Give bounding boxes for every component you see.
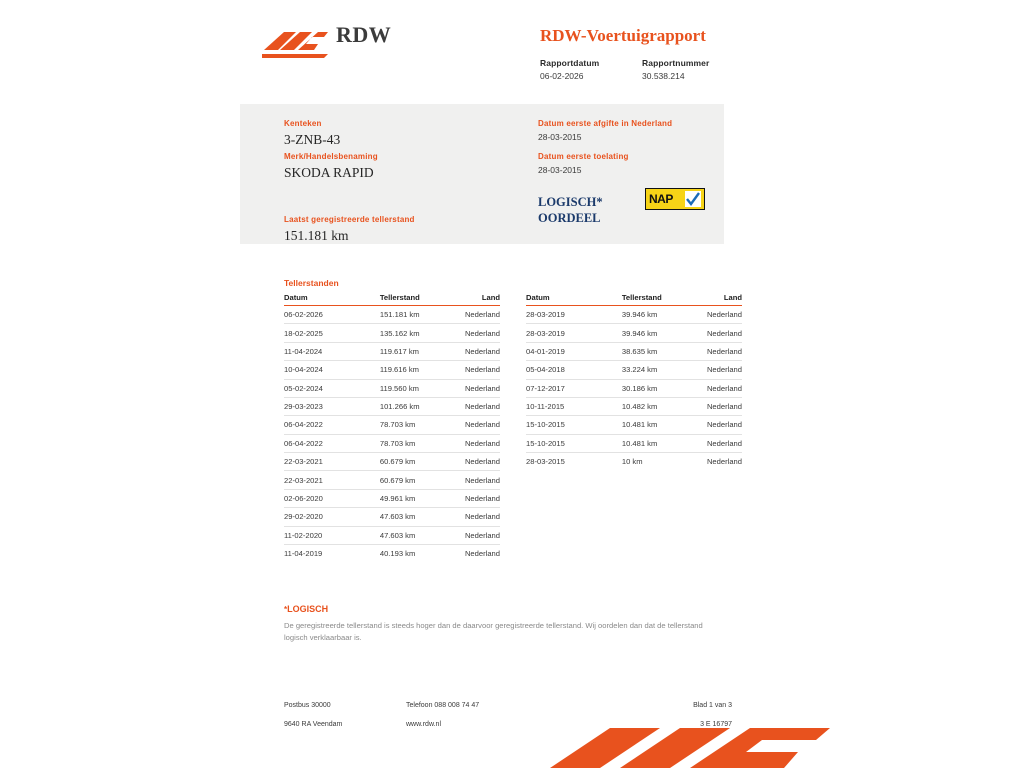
cell-tellerstand: 38.635 km [580,342,694,360]
eerste-afgifte-value: 28-03-2015 [538,132,582,142]
footer-website[interactable]: www.rdw.nl [406,721,442,728]
cell-datum: 28-03-2019 [526,324,580,342]
footer-code: 3 E 16797 [700,721,732,728]
cell-tellerstand: 10.481 km [580,416,694,434]
cell-tellerstand: 119.616 km [338,361,452,379]
cell-datum: 28-03-2019 [526,306,580,324]
laatste-tellerstand-value: 151.181 km [284,228,349,243]
footnote-body: De geregistreerde tellerstand is steeds hoger dan de daarvoor geregistreerde tellerstand. Wij oordelen dan dat de tellerstand logisch verklaarbaar is. [284,621,703,642]
meta-rapportnummer-label: Rapportnummer [642,58,710,68]
table-row [284,306,500,324]
table-row [284,416,500,434]
cell-tellerstand: 119.617 km [338,342,452,360]
cell-land: Nederland [451,306,500,324]
table-header-row [284,293,500,306]
eerste-afgifte-label: Datum eerste afgifte in Nederland [538,119,673,128]
table-row [284,453,500,471]
cell-land: Nederland [451,342,500,360]
cell-land: Nederland [693,434,742,452]
cell-tellerstand: 78.703 km [338,416,452,434]
cell-land: Nederland [706,457,742,467]
cell-tellerstand: 60.679 km [338,471,452,489]
rdw-arrow-logo-icon [262,28,334,58]
table-row [526,453,742,471]
cell-datum: 18-02-2025 [284,324,338,342]
cell-tellerstand: 60.679 km [338,453,452,471]
cell-datum: 11-04-2019 [284,549,323,559]
cell-tellerstand: 39.946 km [580,324,694,342]
table-row [526,434,742,452]
footnote-star: * [284,605,288,614]
rdw-logo-text: RDW [336,22,392,47]
cell-land: Nederland [451,489,500,507]
cell-tellerstand: 47.603 km [338,526,452,544]
cell-datum: 05-04-2018 [526,361,580,379]
nap-checkmark-icon [685,191,701,207]
table-row [526,361,742,379]
table-row [284,379,500,397]
table-row [526,324,742,342]
footnote-title [284,604,714,614]
table-row [284,508,500,526]
table-row [284,471,500,489]
cell-datum: 15-10-2015 [526,434,580,452]
cell-tellerstand: 49.961 km [338,489,452,507]
cell-tellerstand: 10.482 km [580,397,694,415]
rdw-bottom-graphic-icon [540,726,840,768]
table-row [284,544,500,562]
merk-value: SKODA RAPID [284,165,374,180]
cell-tellerstand: 119.560 km [338,379,452,397]
report-title: RDW-Voertuigrapport [540,26,706,45]
table-row [284,342,500,360]
table-row [526,397,742,415]
merk-label: Merk/Handelsbenaming [284,152,378,161]
col-land: Land [451,293,500,306]
cell-land: Nederland [451,379,500,397]
cell-tellerstand: 135.162 km [338,324,452,342]
footnote-section [284,604,714,644]
nap-badge-label: NAP [649,192,673,206]
odometer-column-left [284,293,500,562]
verdict-line-2: OORDEEL [538,211,601,225]
verdict-line-1: LOGISCH* [538,195,603,209]
odometer-right-body [526,306,742,471]
cell-land: Nederland [451,453,500,471]
vehicle-summary-panel [240,104,724,244]
eerste-toelating-label: Datum eerste toelating [538,152,629,161]
table-row [526,306,742,324]
report-meta [540,58,726,81]
nap-badge [645,188,705,210]
cell-land: Nederland [451,508,500,526]
cell-land: Nederland [451,416,500,434]
eerste-afgifte-field [538,119,672,142]
meta-rapportdatum-label: Rapportdatum [540,58,600,68]
table-row [284,324,500,342]
cell-datum: 06-04-2022 [284,434,338,452]
cell-land: Nederland [451,324,500,342]
footer-page-number: Blad 1 van 3 [693,702,732,709]
cell-tellerstand: 10 km [621,457,643,467]
cell-datum: 06-04-2022 [284,416,338,434]
meta-rapportnummer-value: 30.538.214 [642,71,685,81]
cell-datum: 02-06-2020 [284,489,338,507]
cell-datum: 11-02-2020 [284,526,338,544]
table-row [526,342,742,360]
footer-phone: Telefoon 088 008 74 47 [406,702,480,709]
cell-datum: 07-12-2017 [526,379,580,397]
odometer-left-body [284,306,500,563]
cell-land: Nederland [464,549,500,559]
cell-land: Nederland [451,361,500,379]
table-row [284,434,500,452]
rdw-logo [262,22,392,62]
odometer-heading: Tellerstanden [284,278,339,288]
kenteken-label: Kenteken [284,119,322,128]
odometer-section [284,278,742,562]
table-row [526,379,742,397]
cell-tellerstand: 101.266 km [338,397,452,415]
cell-land: Nederland [693,306,742,324]
laatste-tellerstand-label: Laatst geregistreerde tellerstand [284,215,415,224]
cell-land: Nederland [451,471,500,489]
eerste-toelating-value: 28-03-2015 [538,165,582,175]
cell-tellerstand: 10.481 km [580,434,694,452]
odometer-table-right [526,293,742,470]
cell-land: Nederland [451,397,500,415]
cell-land: Nederland [693,361,742,379]
verdict-text [538,194,603,226]
table-row [284,397,500,415]
cell-tellerstand: 47.603 km [338,508,452,526]
odometer-table-left [284,293,500,562]
cell-datum: 29-03-2023 [284,397,338,415]
footnote-title-text: LOGISCH [287,604,329,614]
col-datum: Datum [284,293,338,306]
cell-datum: 28-03-2015 [526,457,565,467]
table-header-row [526,293,742,306]
col-tellerstand: Tellerstand [580,293,694,306]
merk-field [284,152,378,181]
cell-datum: 10-11-2015 [526,397,580,415]
eerste-toelating-field [538,152,629,175]
cell-land: Nederland [693,397,742,415]
cell-land: Nederland [451,526,500,544]
table-row [526,416,742,434]
cell-datum: 22-03-2021 [284,471,338,489]
cell-tellerstand: 39.946 km [580,306,694,324]
laatste-tellerstand-field [284,215,415,244]
cell-datum: 15-10-2015 [526,416,580,434]
footer-address-line-2: 9640 RA Veendam [284,721,343,728]
cell-datum: 05-02-2024 [284,379,338,397]
col-tellerstand: Tellerstand [338,293,452,306]
cell-datum: 29-02-2020 [284,508,338,526]
col-land: Land [693,293,742,306]
cell-land: Nederland [451,434,500,452]
cell-datum: 04-01-2019 [526,342,580,360]
meta-rapportdatum-value: 06-02-2026 [540,71,584,81]
odometer-column-right [526,293,742,562]
cell-land: Nederland [693,416,742,434]
cell-tellerstand: 151.181 km [338,306,452,324]
cell-land: Nederland [693,324,742,342]
table-row [284,489,500,507]
cell-tellerstand: 30.186 km [580,379,694,397]
cell-tellerstand: 33.224 km [580,361,694,379]
cell-tellerstand: 40.193 km [379,549,416,559]
table-row [284,361,500,379]
cell-datum: 06-02-2026 [284,306,338,324]
cell-land: Nederland [693,379,742,397]
cell-datum: 10-04-2024 [284,361,338,379]
footer-address-line-1: Postbus 30000 [284,702,331,709]
document-header [0,0,1024,96]
kenteken-value: 3-ZNB-43 [284,132,341,147]
table-row [284,526,500,544]
cell-land: Nederland [693,342,742,360]
col-datum: Datum [526,293,580,306]
kenteken-field [284,119,340,148]
meta-rapportnummer [642,58,726,81]
meta-rapportdatum [540,58,624,81]
cell-datum: 22-03-2021 [284,453,338,471]
cell-tellerstand: 78.703 km [338,434,452,452]
cell-datum: 11-04-2024 [284,342,338,360]
